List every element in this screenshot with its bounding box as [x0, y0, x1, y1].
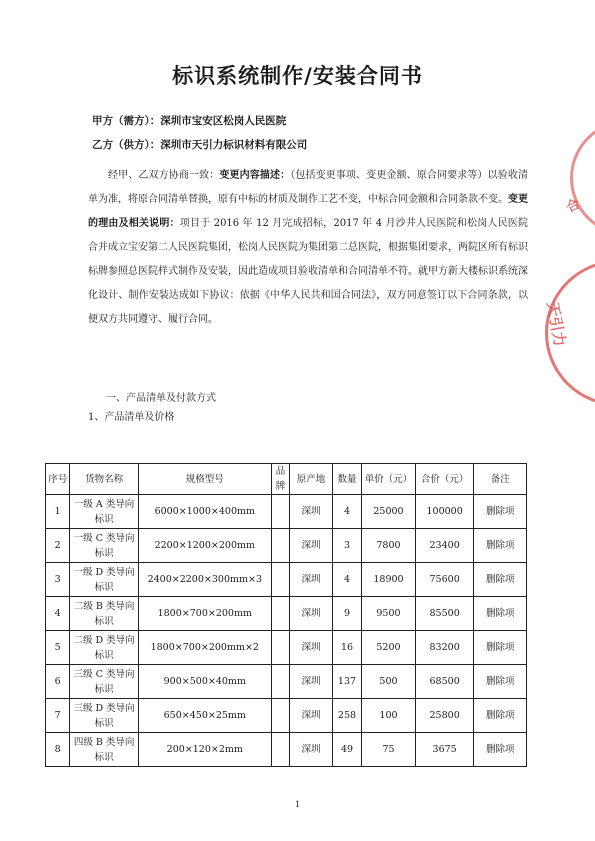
cell-name: 四级 B 类导向标识: [70, 733, 138, 767]
cell-brand: [271, 665, 289, 699]
cell-name: 三级 D 类导向标识: [70, 699, 138, 733]
cell-note: 删除项: [474, 631, 527, 665]
cell-no: 2: [46, 529, 70, 563]
cell-origin: 深圳: [290, 597, 333, 631]
seal-text-a: 合: [564, 196, 583, 216]
cell-spec: 1800×700×200mm×2: [138, 631, 271, 665]
cell-no: 8: [46, 733, 70, 767]
cell-price: 9500: [362, 597, 416, 631]
cell-no: 4: [46, 597, 70, 631]
change-reason-label: 变更的理由及相关说明：: [88, 194, 528, 229]
header-price: 单价（元）: [362, 464, 416, 495]
cell-no: 7: [46, 699, 70, 733]
cell-origin: 深圳: [290, 563, 333, 597]
cell-note: 删除项: [474, 699, 527, 733]
cell-price: 500: [362, 665, 416, 699]
party-b: [92, 137, 307, 152]
table-row: [46, 699, 527, 733]
party-a-name: 深圳市宝安区松岗人民医院: [160, 115, 287, 127]
cell-price: 18900: [362, 563, 416, 597]
table-row: [46, 495, 527, 529]
cell-spec: 900×500×40mm: [138, 665, 271, 699]
header-no: 序号: [46, 464, 70, 495]
page-number: 1: [294, 800, 301, 809]
cell-total: 23400: [415, 529, 474, 563]
header-origin: 原产地: [290, 464, 333, 495]
cell-spec: 1800×700×200mm: [138, 597, 271, 631]
cell-total: 3675: [415, 733, 474, 767]
cell-name: 一级 D 类导向标识: [70, 563, 138, 597]
header-name: 货物名称: [70, 464, 138, 495]
cell-price: 100: [362, 699, 416, 733]
cell-brand: [271, 733, 289, 767]
table-row: [46, 631, 527, 665]
cell-total: 68500: [415, 665, 474, 699]
cell-spec: 6000×1000×400mm: [138, 495, 271, 529]
cell-origin: 深圳: [290, 529, 333, 563]
header-total: 合价（元）: [415, 464, 474, 495]
table-row: [46, 665, 527, 699]
party-a-label: 甲方（需方）：: [92, 115, 161, 127]
cell-brand: [271, 699, 289, 733]
cell-brand: [271, 597, 289, 631]
cell-total: 100000: [415, 495, 474, 529]
header-spec: 规格型号: [138, 464, 271, 495]
cell-origin: 深圳: [290, 733, 333, 767]
party-b-label: 乙方（供方）：: [92, 139, 161, 151]
cell-qty: 258: [332, 699, 361, 733]
cell-qty: 4: [332, 495, 361, 529]
cell-note: 删除项: [474, 665, 527, 699]
cell-brand: [271, 495, 289, 529]
cell-note: 删除项: [474, 563, 527, 597]
change-reason-text: 项目于 2016 年 12 月完成招标，2017 年 4 月沙井人民医院和松岗人民医院合并成立宝安第二人民医院集团，松岗人民医院为集团第二总医院，根据集团要求，两院区所有标识标牌参照总医院样式制作及安装，因此造成项目验收清单和合同清单不符。就甲方新大楼标识系统深化设计、制作安装达成如下协议：依据《中华人民共和国合同法》，双方同意签订以下合同条款，以便双方共同遵守、履行合同。: [88, 218, 528, 325]
header-brand: 品牌: [271, 464, 289, 495]
cell-total: 75600: [415, 563, 474, 597]
cell-origin: 深圳: [290, 631, 333, 665]
table-row: [46, 597, 527, 631]
cell-no: 5: [46, 631, 70, 665]
seal-text-b: 天引力: [543, 300, 569, 348]
cell-name: 一级 A 类导向标识: [70, 495, 138, 529]
cell-price: 75: [362, 733, 416, 767]
cell-brand: [271, 529, 289, 563]
cell-spec: 2200×1200×200mm: [138, 529, 271, 563]
cell-spec: 650×450×25mm: [138, 699, 271, 733]
cell-name: 二级 D 类导向标识: [70, 631, 138, 665]
party-a: [92, 113, 286, 128]
product-price-table: [45, 463, 527, 767]
subsection-heading-price-list: 1、产品清单及价格: [88, 412, 175, 423]
cell-no: 1: [46, 495, 70, 529]
change-description-text: （包括变更事项、变更金额、原合同要求等）以验收清单为准，将原合同清单替换，原有中标的材质及制作工艺不变，中标合同金额和合同条款不变。: [88, 170, 529, 205]
cell-origin: 深圳: [290, 699, 333, 733]
table-header-row: [46, 464, 527, 495]
document-title: 标识系统制作/安装合同书: [172, 64, 423, 88]
cell-note: 删除项: [474, 733, 527, 767]
header-note: 备注: [474, 464, 527, 495]
seal-stamp-top: [570, 120, 595, 236]
cell-total: 83200: [415, 631, 474, 665]
cell-brand: [271, 563, 289, 597]
cell-note: 删除项: [474, 597, 527, 631]
section-heading-products: 一、产品清单及付款方式: [106, 393, 216, 404]
cell-name: 一级 C 类导向标识: [70, 529, 138, 563]
change-description-label: 变更内容描述：: [219, 170, 291, 181]
header-qty: 数量: [332, 464, 361, 495]
cell-qty: 4: [332, 563, 361, 597]
cell-qty: 3: [332, 529, 361, 563]
party-b-name: 深圳市天引力标识材料有限公司: [160, 139, 308, 151]
cell-name: 三级 C 类导向标识: [70, 665, 138, 699]
table-row: [46, 563, 527, 597]
cell-spec: 2400×2200×300mm×3: [138, 563, 271, 597]
cell-qty: 137: [332, 665, 361, 699]
cell-origin: 深圳: [290, 665, 333, 699]
table-row: [46, 529, 527, 563]
cell-spec: 200×120×2mm: [138, 733, 271, 767]
cell-qty: 9: [332, 597, 361, 631]
cell-no: 6: [46, 665, 70, 699]
cell-total: 85500: [415, 597, 474, 631]
cell-price: 25000: [362, 495, 416, 529]
cell-note: 删除项: [474, 495, 527, 529]
agreement-paragraph: [88, 164, 528, 332]
cell-price: 5200: [362, 631, 416, 665]
cell-note: 删除项: [474, 529, 527, 563]
cell-origin: 深圳: [290, 495, 333, 529]
cell-no: 3: [46, 563, 70, 597]
cell-brand: [271, 631, 289, 665]
table-row: [46, 733, 527, 767]
cell-qty: 49: [332, 733, 361, 767]
cell-name: 二级 B 类导向标识: [70, 597, 138, 631]
cell-total: 25800: [415, 699, 474, 733]
cell-qty: 16: [332, 631, 361, 665]
para-intro: 经甲、乙双方协商一致：: [108, 170, 220, 181]
cell-price: 7800: [362, 529, 416, 563]
